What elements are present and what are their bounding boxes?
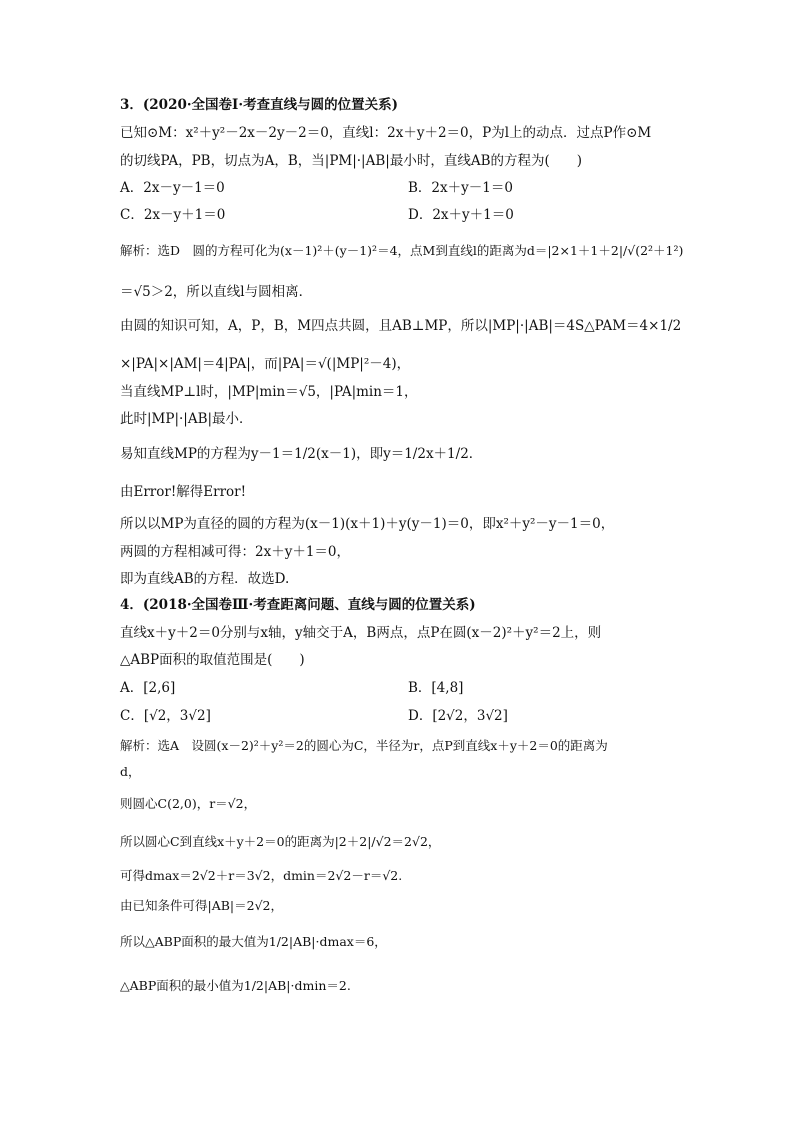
q4-stem-line-1: 直线x＋y＋2＝0分别与x轴，y轴交于A，B两点，点P在圆(x－2)²＋y²＝2上，则	[120, 625, 602, 641]
q4-stem-line-2: △ABP面积的取值范围是( )	[120, 652, 305, 668]
q4-solution-line-2: d，	[120, 764, 141, 779]
q4-options-row-1	[120, 679, 680, 697]
q3-option-d: D．2x＋y＋1＝0	[408, 207, 514, 223]
q4-option-b: B．[4,8]	[408, 680, 464, 696]
q4-solution-line-7: 所以△ABP面积的最大值为1/2|AB|·dmax＝6，	[120, 934, 387, 949]
q3-solution-line-6: 此时|MP|·|AB|最小．	[120, 411, 253, 427]
q4-title: 4．(2018·全国卷Ⅲ·考查距离问题、直线与圆的位置关系)	[120, 597, 476, 613]
q3-title: 3．(2020·全国卷Ⅰ·考查直线与圆的位置关系)	[120, 97, 398, 113]
q3-option-a: A．2x－y－1＝0	[120, 180, 225, 196]
q3-solution-line-7: 易知直线MP的方程为y－1＝1/2(x－1)，即y＝1/2x＋1/2．	[120, 446, 483, 462]
q3-solution-line-9: 所以以MP为直径的圆的方程为(x－1)(x＋1)＋y(y－1)＝0，即x²＋y²－y－1＝0，	[120, 516, 615, 532]
q4-solution-line-6: 由已知条件可得|AB|＝2√2，	[120, 898, 284, 913]
q4-option-d: D．[2√2，3√2]	[408, 708, 508, 724]
q3-solution-line-11: 即为直线AB的方程．故选D.	[120, 571, 290, 587]
q3-options-row-1	[120, 179, 680, 197]
q3-solution-line-2: ＝√5＞2，所以直线l与圆相离．	[120, 284, 313, 300]
q3-stem-line-1: 已知⊙M：x²＋y²－2x－2y－2＝0，直线l：2x＋y＋2＝0，P为l上的动点．过点P作⊙M	[120, 125, 652, 141]
q3-option-b: B．2x＋y－1＝0	[408, 180, 513, 196]
q3-solution-line-4: ×|PA|×|AM|＝4|PA|，而|PA|＝√(|MP|²－4)，	[120, 356, 411, 372]
q4-solution-line-1: 解析：选A 设圆(x－2)²＋y²＝2的圆心为C，半径为r，点P到直线x＋y＋2＝0的距离为	[120, 738, 608, 753]
q4-option-c: C．[√2，3√2]	[120, 708, 211, 724]
q3-solution-line-5: 当直线MP⊥l时，|MP|min＝√5，|PA|min＝1，	[120, 384, 418, 400]
q3-options-row-2	[120, 206, 680, 224]
q4-solution-line-4: 所以圆心C到直线x＋y＋2＝0的距离为|2＋2|/√2＝2√2，	[120, 834, 441, 849]
q4-solution-line-5: 可得dmax＝2√2＋r＝3√2，dmin＝2√2－r＝√2.	[120, 868, 403, 883]
q3-solution-line-1: 解析：选D 圆的方程可化为(x－1)²＋(y－1)²＝4，点M到直线l的距离为d＝|2×1＋1＋2|/√(2²＋1²)	[120, 243, 684, 258]
q3-stem-line-2: 的切线PA，PB，切点为A，B，当|PM|·|AB|最小时，直线AB的方程为( )	[120, 153, 583, 169]
q3-solution-line-10: 两圆的方程相减可得：2x＋y＋1＝0，	[120, 544, 351, 560]
q4-options-row-2	[120, 707, 680, 725]
q4-solution-line-8: △ABP面积的最小值为1/2|AB|·dmin＝2.	[120, 978, 351, 993]
q4-solution-line-3: 则圆心C(2,0)，r＝√2，	[120, 796, 257, 811]
q3-option-c: C．2x－y＋1＝0	[120, 207, 226, 223]
q4-option-a: A．[2,6]	[120, 680, 176, 696]
q3-solution-line-3: 由圆的知识可知，A，P，B，M四点共圆，且AB⊥MP，所以|MP|·|AB|＝4S△PAM＝4×1/2	[120, 318, 682, 334]
q3-solution-line-8: 由Error!解得Error!	[120, 484, 247, 500]
